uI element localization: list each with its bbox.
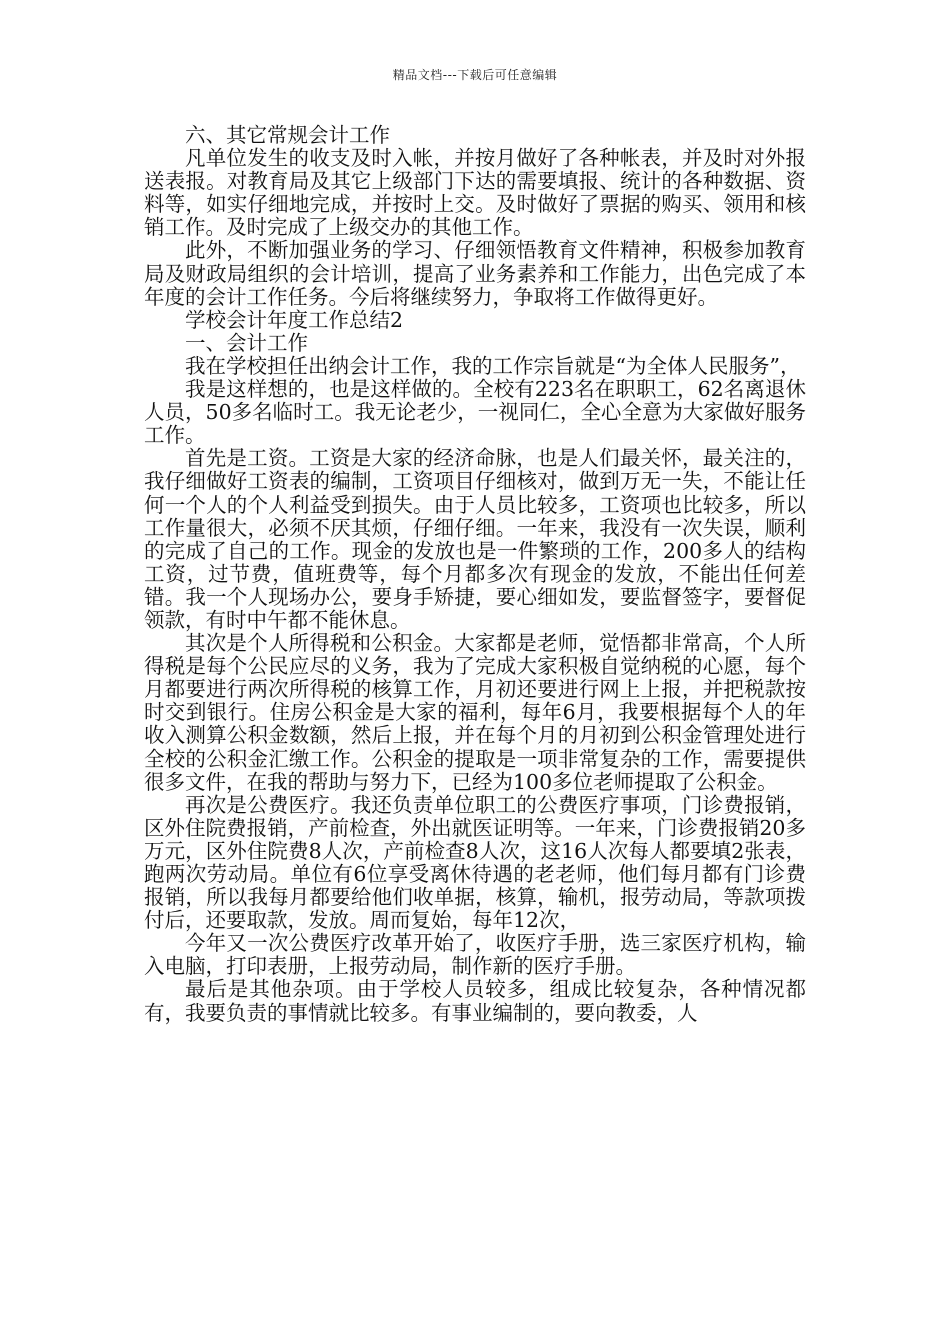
- section-heading: 六、其它常规会计工作: [185, 123, 390, 147]
- paragraph: 最后是其他杂项。由于学校人员较多，组成比较复杂，各种情况都有，我要负责的事情就比较多。有事业编制的，要向教委，人: [144, 977, 806, 1025]
- page-header: 精品文档---下载后可任意编辑: [392, 68, 558, 82]
- paragraph: 我在学校担任出纳会计工作，我的工作宗旨就是“为全体人民服务”，: [185, 353, 801, 378]
- paragraph: 首先是工资。工资是大家的经济命脉，也是人们最关怀，最关注的，我仔细做好工资表的编制，工资项目仔细核对，做到万无一失，不能让任何一个人的个人利益受到损失。由于人员比较多，工资项也比较多，所以工作量很大，必须不厌其烦，仔细仔细。一年来，我没有一次失误，顺利的完成了自己的工作。现金的发放也是一件繁琐的工作，200多人的结构工资，过节费，值班费等，每个月都多次有现金的发放，不能出任何差错。我一个人现场办公，要身手矫捷，要心细如发，要监督签字，要督促领款，有时中午都不能休息。: [144, 446, 806, 632]
- document-title: 学校会计年度工作总结2: [185, 307, 404, 332]
- paragraph: 再次是公费医疗。我还负责单位职工的公费医疗事项，门诊费报销，区外住院费报销，产前检查，外出就医证明等。一年来，门诊费报销20多万元，区外住院费8人次，产前检查8人次，这16人次每人都要填2张表，跑两次劳动局。单位有6位享受离休待遇的老老师，他们每月都有门诊费报销，所以我每月都要给他们收单据，核算，输机，报劳动局，等款项拨付后，还要取款，发放。周而复始，每年12次，: [144, 792, 806, 933]
- paragraph: 其次是个人所得税和公积金。大家都是老师，觉悟都非常高，个人所得税是每个公民应尽的义务，我为了完成大家积极自觉纳税的心愿，每个月都要进行两次所得税的核算工作，月初还要进行网上上报，并把税款按时交到银行。住房公积金是大家的福利，每年6月，我要根据每个人的年收入测算公积金数额，然后上报，并在每个月的月初到公积金管理处进行全校的公积金汇缴工作。公积金的提取是一项非常复杂的工作，需要提供很多文件，在我的帮助与努力下，已经为100多位老师提取了公积金。: [144, 631, 806, 794]
- paragraph: 今年又一次公费医疗改革开始了，收医疗手册，选三家医疗机构，输入电脑，打印表册，上报劳动局，制作新的医疗手册。: [144, 931, 806, 979]
- section-heading: 一、会计工作: [185, 330, 308, 355]
- paragraph: 凡单位发生的收支及时入帐，并按月做好了各种帐表，并及时对外报送表报。对教育局及其它上级部门下达的需要填报、统计的各种数据、资料等，如实仔细地完成，并按时上交。及时做好了票据的购买、领用和核销工作。及时完成了上级交办的其他工作。: [144, 146, 806, 240]
- document-body: [144, 124, 806, 1025]
- paragraph: 我是这样想的，也是这样做的。全校有223名在职职工，62名离退休人员，50多名临时工。我无论老少，一视同仁，全心全意为大家做好服务工作。: [144, 377, 806, 448]
- paragraph: 此外，不断加强业务的学习、仔细领悟教育文件精神，积极参加教育局及财政局组织的会计培训，提高了业务素养和工作能力，出色完成了本年度的会计工作任务。今后将继续努力，争取将工作做得更好。: [144, 238, 806, 309]
